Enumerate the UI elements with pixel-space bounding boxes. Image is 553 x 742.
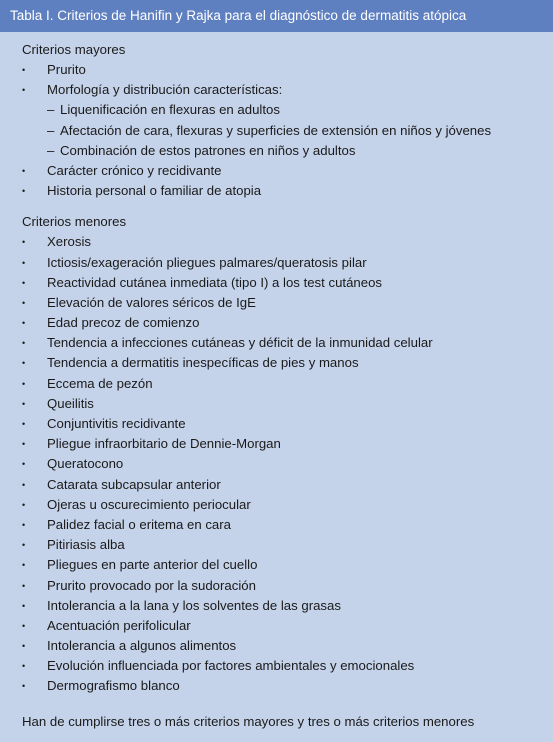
bullet-icon: •: [22, 358, 26, 369]
bullet-icon: •: [22, 661, 26, 672]
table-body: [0, 32, 553, 732]
list-item-text: Reactividad cutánea inmediata (tipo I) a los test cutáneos: [47, 274, 383, 290]
bullet-icon: •: [22, 165, 26, 176]
dash-icon: –: [47, 142, 55, 158]
list-item: [22, 161, 553, 181]
list-item-text: Prurito provocado por la sudoración: [47, 577, 256, 593]
dash-icon: –: [47, 122, 55, 138]
table-title: Tabla I. Criterios de Hanifin y Rajka para el diagnóstico de dermatitis atópica: [0, 0, 553, 32]
list-item: [22, 313, 553, 333]
sublist-item-text: Liquenificación en flexuras en adultos: [60, 102, 280, 118]
list-item-text: Ictiosis/exageración pliegues palmares/queratosis pilar: [47, 254, 367, 270]
list-item: [22, 616, 553, 636]
sublist-item: [47, 141, 553, 161]
list-item-text: Edad precoz de comienzo: [47, 315, 200, 331]
list-item: [22, 596, 553, 616]
list-item: [22, 515, 553, 535]
sublist-item: [47, 121, 553, 141]
list-item: [22, 535, 553, 555]
list-item: [22, 676, 553, 696]
list-item-text: Acentuación perifolicular: [47, 617, 191, 633]
list-item-text: Evolución influenciada por factores ambientales y emocionales: [47, 658, 415, 674]
list-item-text: Prurito: [47, 62, 86, 77]
list-item-text: Intolerancia a la lana y los solventes de las grasas: [47, 597, 341, 613]
list-item-text: Elevación de valores séricos de IgE: [47, 294, 256, 310]
major-criteria-list: [22, 60, 553, 201]
list-item: [22, 434, 553, 454]
bullet-icon: •: [22, 297, 26, 308]
list-item-text: Morfología y distribución características:: [47, 82, 283, 98]
list-item-text: Conjuntivitis recidivante: [47, 416, 186, 431]
list-item-text: Queilitis: [47, 395, 94, 411]
list-item-text: Pitiriasis alba: [47, 537, 125, 553]
list-item-text: Ojeras u oscurecimiento periocular: [47, 496, 251, 512]
bullet-icon: •: [22, 65, 26, 75]
list-item-text: Eccema de pezón: [47, 375, 153, 391]
sublist: [47, 100, 553, 161]
minor-criteria-list: [22, 232, 553, 696]
list-item-text: Pliegues en parte anterior del cuello: [47, 557, 258, 573]
bullet-icon: •: [22, 560, 26, 571]
list-item: [22, 636, 553, 656]
sublist-item: [47, 100, 553, 120]
bullet-icon: •: [22, 479, 26, 490]
bullet-icon: •: [22, 459, 26, 470]
list-item: [22, 656, 553, 676]
list-item-text: Tendencia a infecciones cutáneas y déficit de la inmunidad celular: [47, 335, 433, 351]
list-item-text: Intolerancia a algunos alimentos: [47, 638, 237, 654]
list-item: [22, 475, 553, 495]
table-footnote: Han de cumplirse tres o más criterios mayores y tres o más criterios menores: [22, 713, 475, 729]
list-item-text: Palidez facial o eritema en cara: [47, 516, 231, 532]
bullet-icon: •: [22, 338, 26, 349]
list-item-text: Pliegue infraorbitario de Dennie-Morgan: [47, 436, 281, 452]
section-spacer: [22, 697, 553, 712]
list-item: [22, 374, 553, 394]
list-item: [22, 394, 553, 414]
bullet-icon: •: [22, 540, 26, 551]
bullet-icon: •: [22, 257, 26, 268]
bullet-icon: •: [22, 620, 26, 631]
list-item-text: Dermografismo blanco: [47, 678, 180, 694]
list-item: [22, 576, 553, 596]
bullet-icon: •: [22, 378, 26, 389]
bullet-icon: •: [22, 600, 26, 611]
bullet-icon: •: [22, 419, 26, 429]
list-item: [22, 414, 553, 434]
list-item: [22, 60, 553, 80]
list-item: [22, 454, 553, 474]
list-item: [22, 555, 553, 575]
list-item: [22, 495, 553, 515]
bullet-icon: •: [22, 398, 26, 409]
bullet-icon: •: [22, 499, 26, 510]
list-item: [22, 253, 553, 273]
sublist-item-text: Afectación de cara, flexuras y superficies de extensión en niños y jóvenes: [60, 122, 492, 138]
bullet-icon: •: [22, 277, 26, 288]
bullet-icon: •: [22, 439, 26, 450]
sublist-item-text: Combinación de estos patrones en niños y adultos: [60, 142, 356, 158]
bullet-icon: •: [22, 580, 26, 591]
list-item-text: Tendencia a dermatitis inespecíficas de pies y manos: [47, 355, 359, 371]
list-item: [22, 181, 553, 201]
dash-icon: –: [47, 102, 55, 118]
list-item: [22, 293, 553, 313]
list-item-text: Carácter crónico y recidivante: [47, 162, 222, 178]
bullet-icon: •: [22, 519, 26, 530]
list-item-text: Xerosis: [47, 234, 91, 250]
bullet-icon: •: [22, 85, 26, 96]
minor-criteria-heading: Criterios menores: [22, 214, 127, 230]
list-item: [22, 333, 553, 353]
list-item: [22, 232, 553, 252]
list-item-text: Historia personal o familiar de atopia: [47, 183, 262, 199]
list-item: [22, 273, 553, 293]
bullet-icon: •: [22, 318, 26, 329]
section-spacer: [22, 201, 553, 212]
list-item: [22, 353, 553, 373]
list-item: [22, 80, 553, 161]
bullet-icon: •: [22, 186, 26, 197]
list-item-text: Queratocono: [47, 456, 124, 472]
bullet-icon: •: [22, 237, 26, 248]
bullet-icon: •: [22, 681, 26, 692]
major-criteria-heading: Criterios mayores: [22, 42, 126, 57]
list-item-text: Catarata subcapsular anterior: [47, 476, 221, 492]
bullet-icon: •: [22, 641, 26, 652]
